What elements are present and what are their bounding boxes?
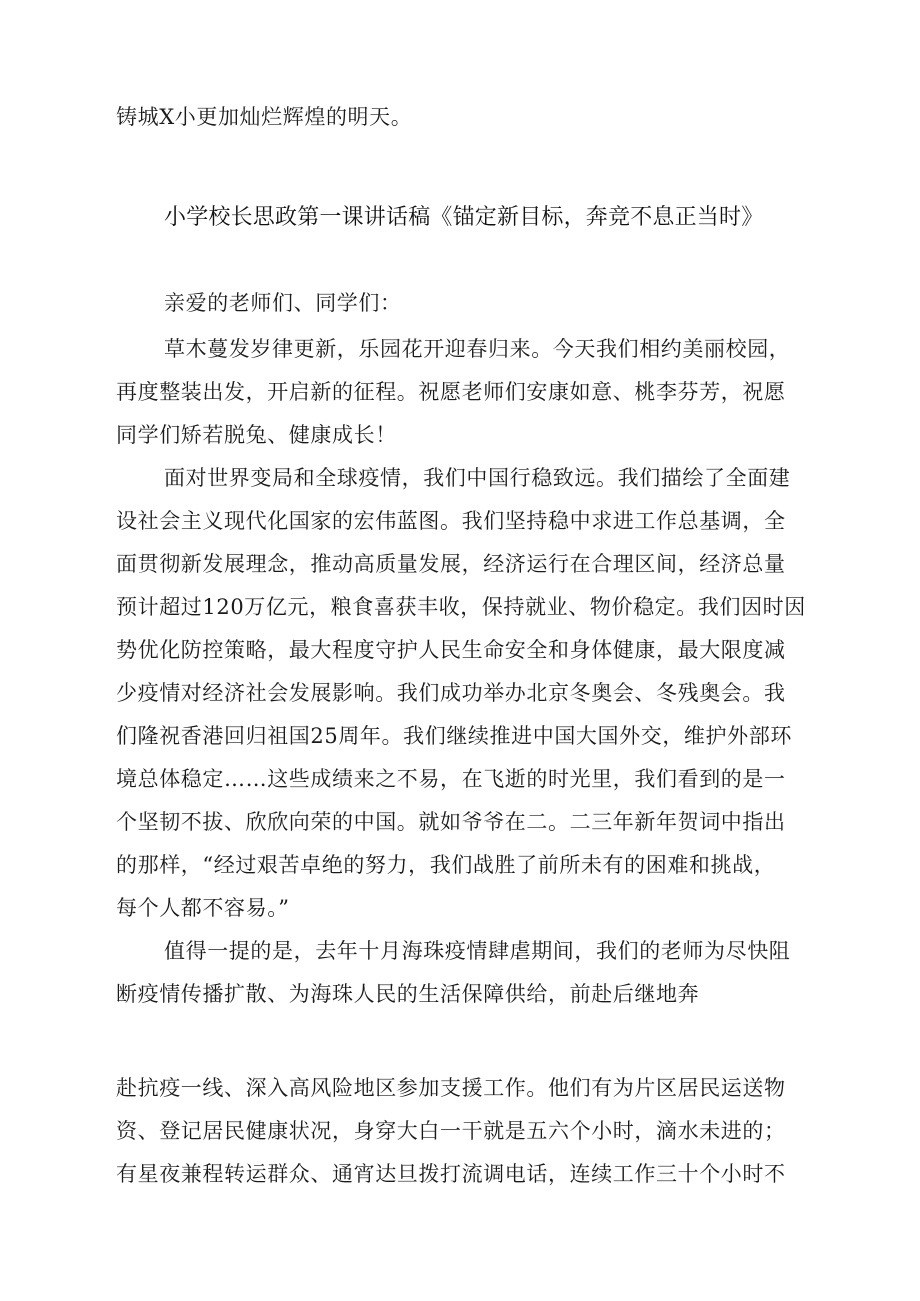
body-line: 面对世界变局和全球疫情，我们中国行稳致远。我们描绘了全面建 [164, 466, 791, 490]
salutation: 亲爱的老师们、同学们： [164, 291, 402, 315]
body-line: 草木蔓发岁律更新，乐园花开迎春归来。今天我们相约美丽校园， [164, 337, 791, 361]
speech-title: 小学校长思政第一课讲话稿《锚定新目标，奔竞不息正当时》 [164, 205, 764, 230]
body-line: 值得一提的是，去年十月海珠疫情肆虐期间，我们的老师为尽快阻 [164, 939, 791, 963]
body-line: 少疫情对经济社会发展影响。我们成功举办北京冬奥会、冬残奥会。我 [116, 681, 786, 705]
body-line: 每个人都不容易。” [116, 896, 290, 920]
body-line: 面贯彻新发展理念，推动高质量发展，经济运行在合理区间，经济总量 [116, 552, 786, 576]
body-line: 资、登记居民健康状况，身穿大白一干就是五六个小时，滴水未进的； [116, 1119, 786, 1143]
body-line: 预计超过120万亿元，粮食喜获丰收，保持就业、物价稳定。我们因时因 [116, 595, 806, 619]
body-line: 势优化防控策略，最大程度守护人民生命安全和身体健康，最大限度减 [116, 638, 786, 662]
body-line: 有星夜兼程转运群众、通宵达旦拨打流调电话，连续工作三十个小时不 [116, 1162, 786, 1186]
body-line: 同学们矫若脱兔、健康成长！ [116, 423, 397, 447]
body-line: 设社会主义现代化国家的宏伟蓝图。我们坚持稳中求进工作总基调，全 [116, 509, 786, 533]
body-line: 再度整装出发，开启新的征程。祝愿老师们安康如意、桃李芬芳，祝愿 [116, 380, 786, 404]
body-line: 们隆祝香港回归祖国25周年。我们继续推进中国大国外交，维护外部环 [116, 724, 792, 748]
body-line: 赴抗疫一线、深入高风险地区参加支援工作。他们有为片区居民运送物 [116, 1076, 786, 1100]
body-line: 断疫情传播扩散、为海珠人民的生活保障供给，前赴后继地奔 [116, 982, 700, 1006]
body-line: 的那样，“经过艰苦卓绝的努力，我们战胜了前所未有的困难和挑战， [116, 853, 776, 877]
body-line: 个坚韧不拔、欣欣向荣的中国。就如爷爷在二。二三年新年贺词中指出 [116, 810, 786, 834]
intro-tail-line: 铸城X小更加灿烂辉煌的明天。 [116, 105, 413, 129]
body-line: 境总体稳定……这些成绩来之不易，在飞逝的时光里，我们看到的是一 [116, 767, 786, 791]
